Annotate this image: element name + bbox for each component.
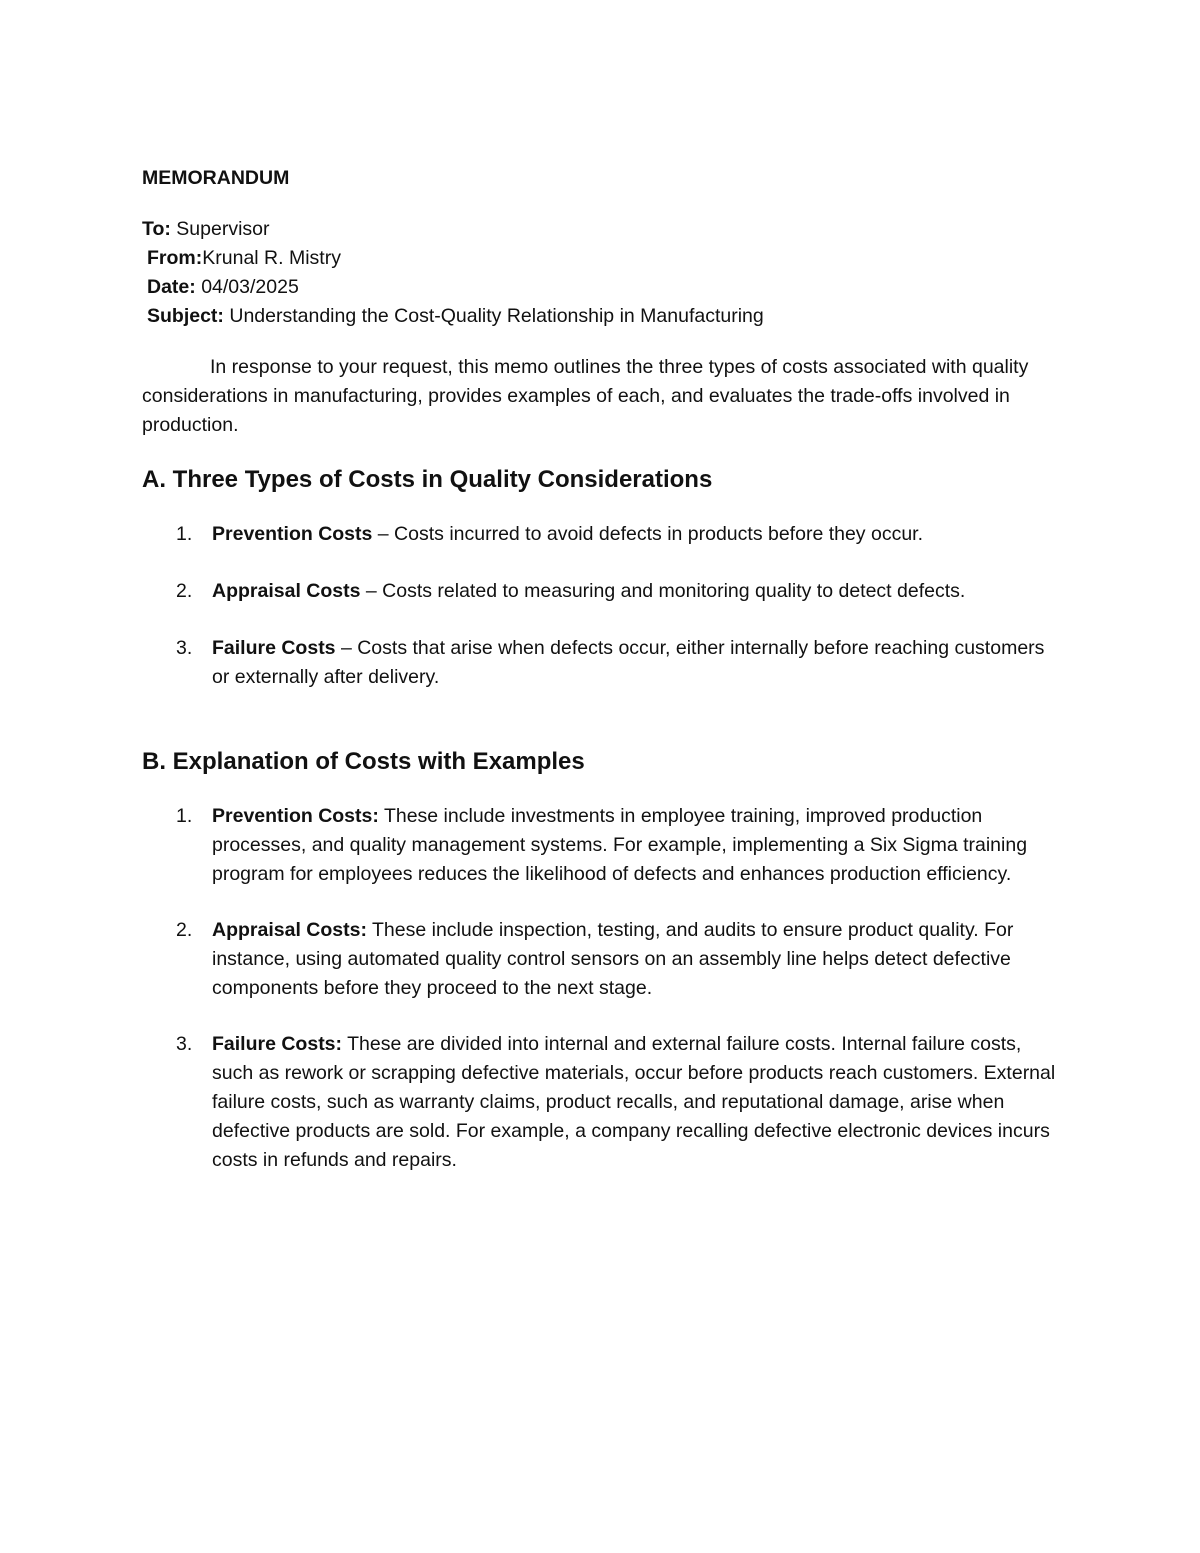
cost-term: Prevention Costs	[212, 523, 373, 545]
list-number: 1.	[176, 805, 193, 827]
cost-description: – Costs incurred to avoid defects in products before they occur.	[372, 523, 924, 545]
cost-term: Appraisal Costs	[212, 580, 361, 602]
cost-explanation: These include investments in employee training, improved production processes, and quality management systems. For example, implementing a Six Sigma training program for employees reduces the likelihood of defects and enhances production efficiency.	[212, 805, 1028, 885]
date-value: 04/03/2025	[201, 276, 299, 298]
list-item	[142, 916, 1057, 1003]
intro-paragraph: In response to your request, this memo outlines the three types of costs associated with quality considerations in manufacturing, provides examples of each, and evaluates the trade-offs involved in production.	[142, 356, 1029, 436]
cost-explanation: These include inspection, testing, and audits to ensure product quality. For instance, using automated quality control sensors on an assembly line helps detect defective components before they proceed to the next stage.	[212, 919, 1014, 999]
list-number: 3.	[176, 637, 193, 659]
date-label: Date:	[147, 276, 196, 298]
cost-term: Appraisal Costs:	[212, 919, 367, 941]
list-item	[142, 634, 1057, 692]
from-line	[142, 244, 1057, 273]
list-number: 1.	[176, 523, 193, 545]
cost-term: Failure Costs:	[212, 1033, 343, 1055]
cost-explanation: These are divided into internal and external failure costs. Internal failure costs, such as rework or scrapping defective materials, occur before products reach customers. External failure costs, such as warranty claims, product recalls, and reputational damage, arise when defective products are sold. For example, a company recalling defective electronic devices incurs costs in refunds and repairs.	[212, 1033, 1056, 1171]
section-b-list	[142, 802, 1057, 1175]
cost-term: Failure Costs	[212, 637, 336, 659]
section-b-heading: B. Explanation of Costs with Examples	[142, 748, 585, 775]
list-number: 2.	[176, 919, 193, 941]
subject-line	[142, 302, 1057, 331]
list-item	[142, 577, 1057, 606]
section-a-heading: A. Three Types of Costs in Quality Considerations	[142, 466, 713, 493]
subject-label: Subject:	[147, 305, 224, 327]
memo-document	[142, 164, 1057, 1175]
list-number: 2.	[176, 580, 193, 602]
cost-description: – Costs that arise when defects occur, either internally before reaching customers or externally after delivery.	[212, 637, 1045, 688]
list-item	[142, 1030, 1057, 1175]
cost-term: Prevention Costs:	[212, 805, 379, 827]
subject-value: Understanding the Cost-Quality Relationship in Manufacturing	[229, 305, 764, 327]
date-line	[142, 273, 1057, 302]
list-item	[142, 520, 1057, 549]
from-label: From:	[147, 247, 203, 269]
to-value: Supervisor	[176, 218, 270, 240]
to-line	[142, 215, 1057, 244]
section-a-list	[142, 520, 1057, 692]
list-item	[142, 802, 1057, 889]
memo-title: MEMORANDUM	[142, 167, 290, 189]
cost-description: – Costs related to measuring and monitoring quality to detect defects.	[360, 580, 966, 602]
from-value: Krunal R. Mistry	[202, 247, 341, 269]
list-number: 3.	[176, 1033, 193, 1055]
to-label: To:	[142, 218, 171, 240]
